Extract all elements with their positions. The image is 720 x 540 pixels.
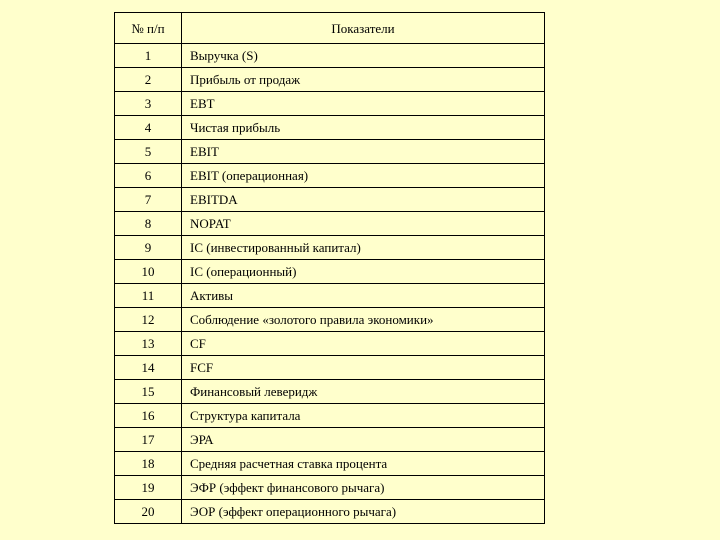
- table-row: [115, 212, 545, 236]
- row-number: 11: [115, 284, 182, 308]
- row-number: 16: [115, 404, 182, 428]
- row-indicator: NOPAT: [182, 212, 545, 236]
- row-indicator: IC (инвестированный капитал): [182, 236, 545, 260]
- table-row: [115, 68, 545, 92]
- table-row: [115, 284, 545, 308]
- row-number: 19: [115, 476, 182, 500]
- row-indicator: Активы: [182, 284, 545, 308]
- indicators-table: [114, 12, 545, 524]
- row-indicator: EBITDA: [182, 188, 545, 212]
- header-indicator: Показатели: [182, 13, 545, 44]
- row-number: 6: [115, 164, 182, 188]
- row-indicator: EBIT (операционная): [182, 164, 545, 188]
- row-number: 2: [115, 68, 182, 92]
- row-indicator: Финансовый леверидж: [182, 380, 545, 404]
- table-row: [115, 92, 545, 116]
- table-row: [115, 332, 545, 356]
- row-number: 12: [115, 308, 182, 332]
- row-indicator: Прибыль от продаж: [182, 68, 545, 92]
- row-indicator: EBT: [182, 92, 545, 116]
- row-indicator: CF: [182, 332, 545, 356]
- row-number: 8: [115, 212, 182, 236]
- row-number: 14: [115, 356, 182, 380]
- row-indicator: Чистая прибыль: [182, 116, 545, 140]
- table-row: [115, 404, 545, 428]
- header-row: [115, 13, 545, 44]
- header-number: № п/п: [115, 13, 182, 44]
- table-row: [115, 428, 545, 452]
- row-number: 7: [115, 188, 182, 212]
- table-row: [115, 308, 545, 332]
- table-row: [115, 140, 545, 164]
- row-number: 9: [115, 236, 182, 260]
- table-row: [115, 452, 545, 476]
- table-row: [115, 44, 545, 68]
- row-indicator: Выручка (S): [182, 44, 545, 68]
- row-indicator: IC (операционный): [182, 260, 545, 284]
- table-row: [115, 164, 545, 188]
- table-row: [115, 116, 545, 140]
- row-number: 1: [115, 44, 182, 68]
- row-indicator: EBIT: [182, 140, 545, 164]
- table-row: [115, 500, 545, 524]
- row-number: 15: [115, 380, 182, 404]
- row-indicator: Соблюдение «золотого правила экономики»: [182, 308, 545, 332]
- row-indicator: ЭОР (эффект операционного рычага): [182, 500, 545, 524]
- table-row: [115, 260, 545, 284]
- row-indicator: Средняя расчетная ставка процента: [182, 452, 545, 476]
- row-number: 18: [115, 452, 182, 476]
- table-row: [115, 380, 545, 404]
- table-body: [115, 44, 545, 524]
- row-number: 20: [115, 500, 182, 524]
- row-indicator: FCF: [182, 356, 545, 380]
- row-number: 13: [115, 332, 182, 356]
- table-row: [115, 236, 545, 260]
- row-number: 3: [115, 92, 182, 116]
- table-row: [115, 476, 545, 500]
- row-indicator: ЭФР (эффект финансового рычага): [182, 476, 545, 500]
- row-indicator: Структура капитала: [182, 404, 545, 428]
- row-number: 5: [115, 140, 182, 164]
- table-row: [115, 356, 545, 380]
- row-number: 4: [115, 116, 182, 140]
- row-number: 10: [115, 260, 182, 284]
- table-row: [115, 188, 545, 212]
- row-indicator: ЭРА: [182, 428, 545, 452]
- row-number: 17: [115, 428, 182, 452]
